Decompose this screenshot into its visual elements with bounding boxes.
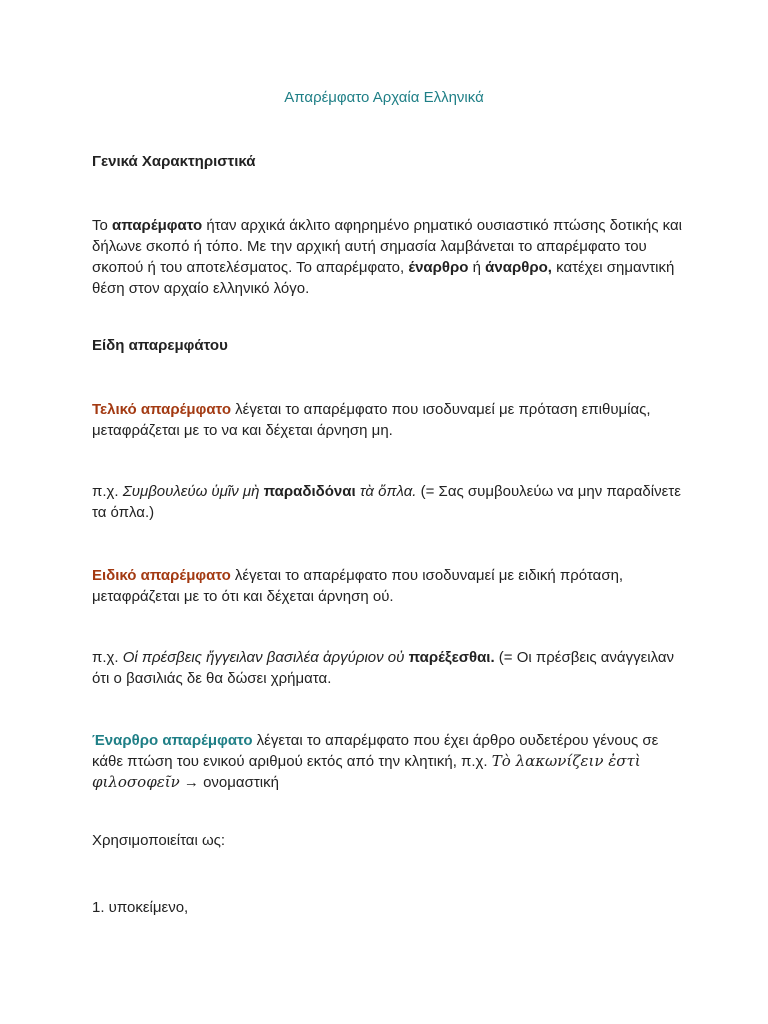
section-heading-types: Είδη απαρεμφάτου	[92, 337, 228, 354]
term-enarthro: Έναρθρο απαρέμφατο	[92, 732, 253, 749]
list-item: 1. υποκείμενο,	[92, 899, 189, 916]
eidiko-example-bold: παρέξεσθαι.	[408, 649, 495, 666]
intro-text-3: ή	[468, 259, 486, 276]
enarthro-paragraph	[92, 730, 682, 793]
teliko-paragraph	[92, 399, 682, 441]
teliko-example	[92, 481, 682, 523]
enarthro-text: λέγεται το απαρέμφατο που έχει άρθρο ουδετέρου γένους σε κάθε πτώση του ενικού αριθμού εκτός από την κλητική, π.χ.	[92, 732, 659, 770]
teliko-example-bold: παραδιδόναι	[263, 483, 356, 500]
intro-bold-apparemfato: απαρέμφατο	[112, 217, 203, 234]
page-title: Απαρέμφατο Αρχαία Ελληνικά	[284, 89, 484, 106]
intro-text-4: κατέχει σημαντική θέση στον αρχαίο ελληνικό λόγο.	[92, 259, 675, 297]
eidiko-text: λέγεται το απαρέμφατο που ισοδυναμεί με ειδική πρόταση, μεταφράζεται με το ότι και δέχεται άρνηση ού.	[92, 567, 624, 605]
eidiko-example-translation: (= Οι πρέσβεις ανάγγειλαν ότι ο βασιλιάς δε θα δώσει χρήματα.	[92, 649, 675, 687]
enarthro-example: Τὸ λακωνίζειν ἐστὶ φιλοσοφεῖν	[92, 752, 641, 791]
intro-bold-enarthro: έναρθρο	[408, 259, 469, 276]
teliko-example-italic-1: Συμβουλεύω ὑμῖν μὴ	[122, 483, 264, 500]
term-eidiko: Ειδικό απαρέμφατο	[92, 567, 231, 584]
intro-paragraph	[92, 215, 682, 299]
eidiko-example-italic: Οἱ πρέσβεις ἤγγειλαν βασιλέα ἀργύριον οὐ	[122, 649, 409, 666]
teliko-example-translation: (= Σας συμβουλεύω να μην παραδίνετε τα όπλα.)	[92, 483, 681, 521]
term-teliko: Τελικό απαρέμφατο	[92, 401, 231, 418]
usage-label: Χρησιμοποιείται ως:	[92, 832, 226, 849]
intro-bold-anarthro: άναρθρο,	[485, 259, 552, 276]
intro-text-2: ήταν αρχικά άκλιτο αφηρημένο ρηματικό ουσιαστικό πτώσης δοτικής και δήλωνε σκοπό ή τόπο. Με την αρχική αυτή σημασία λαμβάνεται το απαρέμφατο του σκοπού ή του αποτελέσματος. Το απαρέμφατο,	[92, 217, 682, 276]
eidiko-example-prefix: π.χ.	[92, 649, 123, 666]
teliko-example-italic-2: τὰ ὅπλα.	[355, 483, 417, 500]
teliko-text: λέγεται το απαρέμφατο που ισοδυναμεί με πρόταση επιθυμίας, μεταφράζεται με το να και δέχεται άρνηση μη.	[92, 401, 651, 439]
eidiko-example	[92, 647, 682, 689]
teliko-example-prefix: π.χ.	[92, 483, 123, 500]
section-heading-general: Γενικά Χαρακτηριστικά	[92, 153, 256, 170]
eidiko-paragraph	[92, 565, 682, 607]
intro-text-1: Το	[92, 217, 113, 234]
enarthro-tail: → ονομαστική	[179, 774, 279, 791]
